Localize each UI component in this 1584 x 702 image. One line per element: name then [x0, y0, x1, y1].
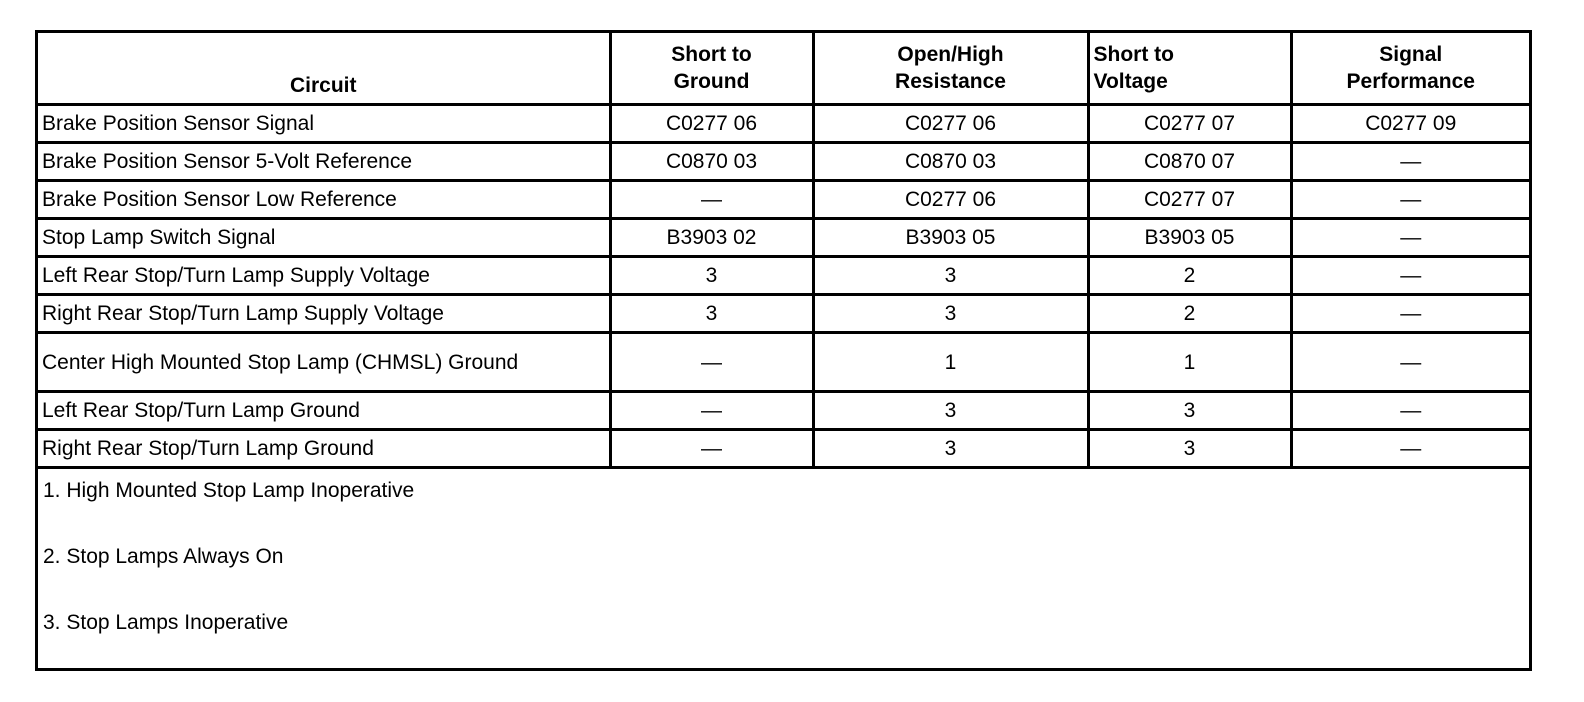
cell-short-to-ground: —	[610, 181, 813, 219]
cell-circuit: Left Rear Stop/Turn Lamp Supply Voltage	[38, 257, 610, 295]
cell-signal-performance: —	[1291, 181, 1529, 219]
cell-short-to-ground: —	[610, 430, 813, 467]
table-row	[38, 105, 1529, 143]
cell-circuit: Brake Position Sensor Low Reference	[38, 181, 610, 219]
cell-short-to-ground: C0277 06	[610, 105, 813, 143]
cell-circuit: Stop Lamp Switch Signal	[38, 219, 610, 257]
cell-circuit: Brake Position Sensor Signal	[38, 105, 610, 143]
cell-signal-performance: —	[1291, 257, 1529, 295]
cell-short-to-voltage: C0277 07	[1088, 181, 1291, 219]
header-short-to-ground: Short to Ground	[610, 33, 813, 105]
note-1: 1. High Mounted Stop Lamp Inoperative	[43, 479, 415, 502]
cell-short-to-voltage: 3	[1088, 392, 1291, 430]
cell-signal-performance: —	[1291, 392, 1529, 430]
cell-signal-performance: —	[1291, 333, 1529, 392]
table-row	[38, 181, 1529, 219]
header-short-to-voltage: Short to Voltage	[1088, 33, 1291, 105]
cell-open-high-resistance: 3	[813, 295, 1088, 333]
cell-short-to-ground: B3903 02	[610, 219, 813, 257]
cell-open-high-resistance: 3	[813, 430, 1088, 467]
cell-short-to-voltage: C0277 07	[1088, 105, 1291, 143]
table-body	[38, 105, 1529, 467]
cell-short-to-voltage: B3903 05	[1088, 219, 1291, 257]
table-row	[38, 143, 1529, 181]
circuit-diagnostic-table	[38, 33, 1529, 466]
table-row	[38, 392, 1529, 430]
cell-short-to-voltage: 3	[1088, 430, 1291, 467]
header-signal-performance: Signal Performance	[1291, 33, 1529, 105]
cell-open-high-resistance: 3	[813, 257, 1088, 295]
cell-short-to-voltage: C0870 07	[1088, 143, 1291, 181]
cell-short-to-voltage: 1	[1088, 333, 1291, 392]
cell-short-to-ground: —	[610, 333, 813, 392]
cell-short-to-voltage: 2	[1088, 257, 1291, 295]
cell-circuit: Right Rear Stop/Turn Lamp Supply Voltage	[38, 295, 610, 333]
header-open-high-resistance: Open/High Resistance	[813, 33, 1088, 105]
cell-open-high-resistance: 3	[813, 392, 1088, 430]
circuit-diagnostic-table-frame	[35, 30, 1532, 671]
cell-open-high-resistance: B3903 05	[813, 219, 1088, 257]
table-row	[38, 219, 1529, 257]
cell-signal-performance: —	[1291, 295, 1529, 333]
cell-signal-performance: C0277 09	[1291, 105, 1529, 143]
cell-short-to-ground: C0870 03	[610, 143, 813, 181]
header-row	[38, 33, 1529, 105]
cell-signal-performance: —	[1291, 430, 1529, 467]
notes-section	[38, 466, 1529, 675]
table-row	[38, 295, 1529, 333]
cell-short-to-ground: 3	[610, 295, 813, 333]
header-circuit: Circuit	[38, 33, 610, 105]
table-row	[38, 333, 1529, 392]
cell-open-high-resistance: C0277 06	[813, 181, 1088, 219]
cell-short-to-ground: 3	[610, 257, 813, 295]
table-row	[38, 430, 1529, 467]
note-2: 2. Stop Lamps Always On	[43, 545, 284, 568]
cell-circuit: Brake Position Sensor 5-Volt Reference	[38, 143, 610, 181]
cell-open-high-resistance: C0277 06	[813, 105, 1088, 143]
cell-circuit: Center High Mounted Stop Lamp (CHMSL) Ground	[38, 333, 610, 392]
note-3: 3. Stop Lamps Inoperative	[43, 611, 289, 634]
cell-signal-performance: —	[1291, 143, 1529, 181]
cell-circuit: Left Rear Stop/Turn Lamp Ground	[38, 392, 610, 430]
cell-open-high-resistance: C0870 03	[813, 143, 1088, 181]
cell-open-high-resistance: 1	[813, 333, 1088, 392]
cell-circuit: Right Rear Stop/Turn Lamp Ground	[38, 430, 610, 467]
cell-short-to-voltage: 2	[1088, 295, 1291, 333]
cell-signal-performance: —	[1291, 219, 1529, 257]
cell-short-to-ground: —	[610, 392, 813, 430]
table-row	[38, 257, 1529, 295]
